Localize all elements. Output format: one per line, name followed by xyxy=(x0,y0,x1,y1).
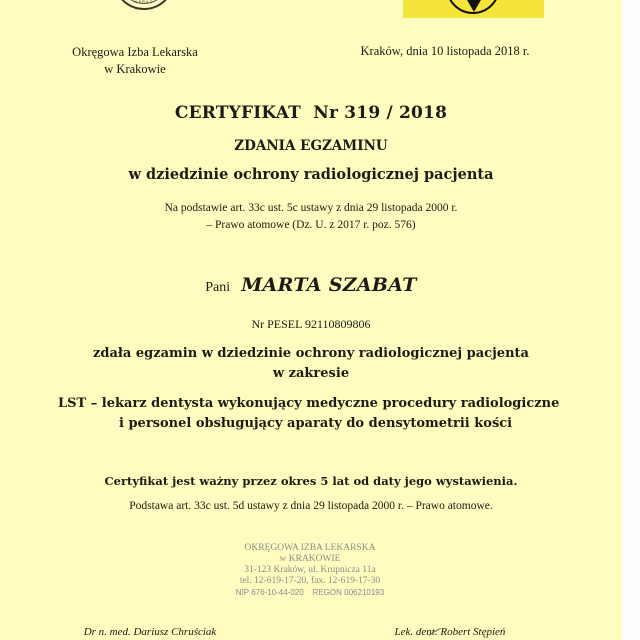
exam-result-line-2: w zakresie xyxy=(272,366,350,381)
seal-text: NARAD xyxy=(134,0,154,4)
exam-scope xyxy=(58,394,558,434)
exam-result-line-1: zdała egzamin w dziedzinie ochrony radiologicznej pacjenta xyxy=(93,346,529,361)
legal-basis-line-1: Na podstawie art. 33c ust. 5c ustawy z dnia 29 listopada 2000 r. xyxy=(164,202,458,214)
validity-legal-basis: Podstawa art. 33c ust. 5d ustawy z dnia 29 listopada 2000 r. – Prawo atomowe. xyxy=(129,500,493,512)
issuing-organization xyxy=(60,44,210,78)
salutation: Pani xyxy=(205,280,231,295)
certificate-field: w dziedzinie ochrony radiologicznej pacjenta xyxy=(128,166,494,183)
exam-result xyxy=(0,344,622,384)
signature-left: Dr n. med. Dariusz Chruściak xyxy=(83,626,217,638)
stamp-line-4: tel. 12-619-17-20, fax. 12-619-17-30 xyxy=(239,576,381,586)
legal-basis xyxy=(0,200,622,234)
chamber-seal-icon xyxy=(113,0,175,10)
legal-basis-line-2: – Prawo atomowe (Dz. U. z 2017 r. poz. 576) xyxy=(206,219,416,231)
stamp-line-1: OKRĘGOWA IZBA LEKARSKA xyxy=(244,543,376,553)
organization-stamp xyxy=(205,543,415,598)
certificate-title: CERTYFIKAT Nr 319 / 2018 xyxy=(174,103,448,123)
organization-city: w Krakowie xyxy=(104,62,166,76)
stamp-line-2: w KRAKOWIE xyxy=(279,554,341,564)
certificate-subtitle: ZDANIA EGZAMINU xyxy=(234,138,388,154)
radiation-symbol-icon xyxy=(403,0,544,18)
pesel-number: Nr PESEL 92110809806 xyxy=(251,317,371,331)
exam-scope-line-1: LST – lekarz dentysta wykonujący medyczne procedury radiologiczne xyxy=(58,396,560,411)
exam-scope-line-2: i personel obsługujący aparaty do densytometrii kości xyxy=(119,416,513,431)
recipient-line xyxy=(0,274,622,296)
stamp-line-3: 31-123 Kraków, ul. Krupnicza 11a xyxy=(244,565,376,575)
signature-right: Lek. dent. Robert Stępień xyxy=(394,626,506,638)
stamp-line-5: NIP 676-10-44-020 REGON 006210193 xyxy=(235,588,385,597)
recipient-name: MARTA SZABAT xyxy=(241,274,417,296)
radiation-blade xyxy=(459,0,489,12)
place-and-date: Kraków, dnia 10 listopada 2018 r. xyxy=(360,44,530,58)
validity-statement: Certyfikat jest ważny przez okres 5 lat od daty jego wystawienia. xyxy=(104,474,518,488)
organization-name: Okręgowa Izba Lekarska xyxy=(72,45,198,59)
